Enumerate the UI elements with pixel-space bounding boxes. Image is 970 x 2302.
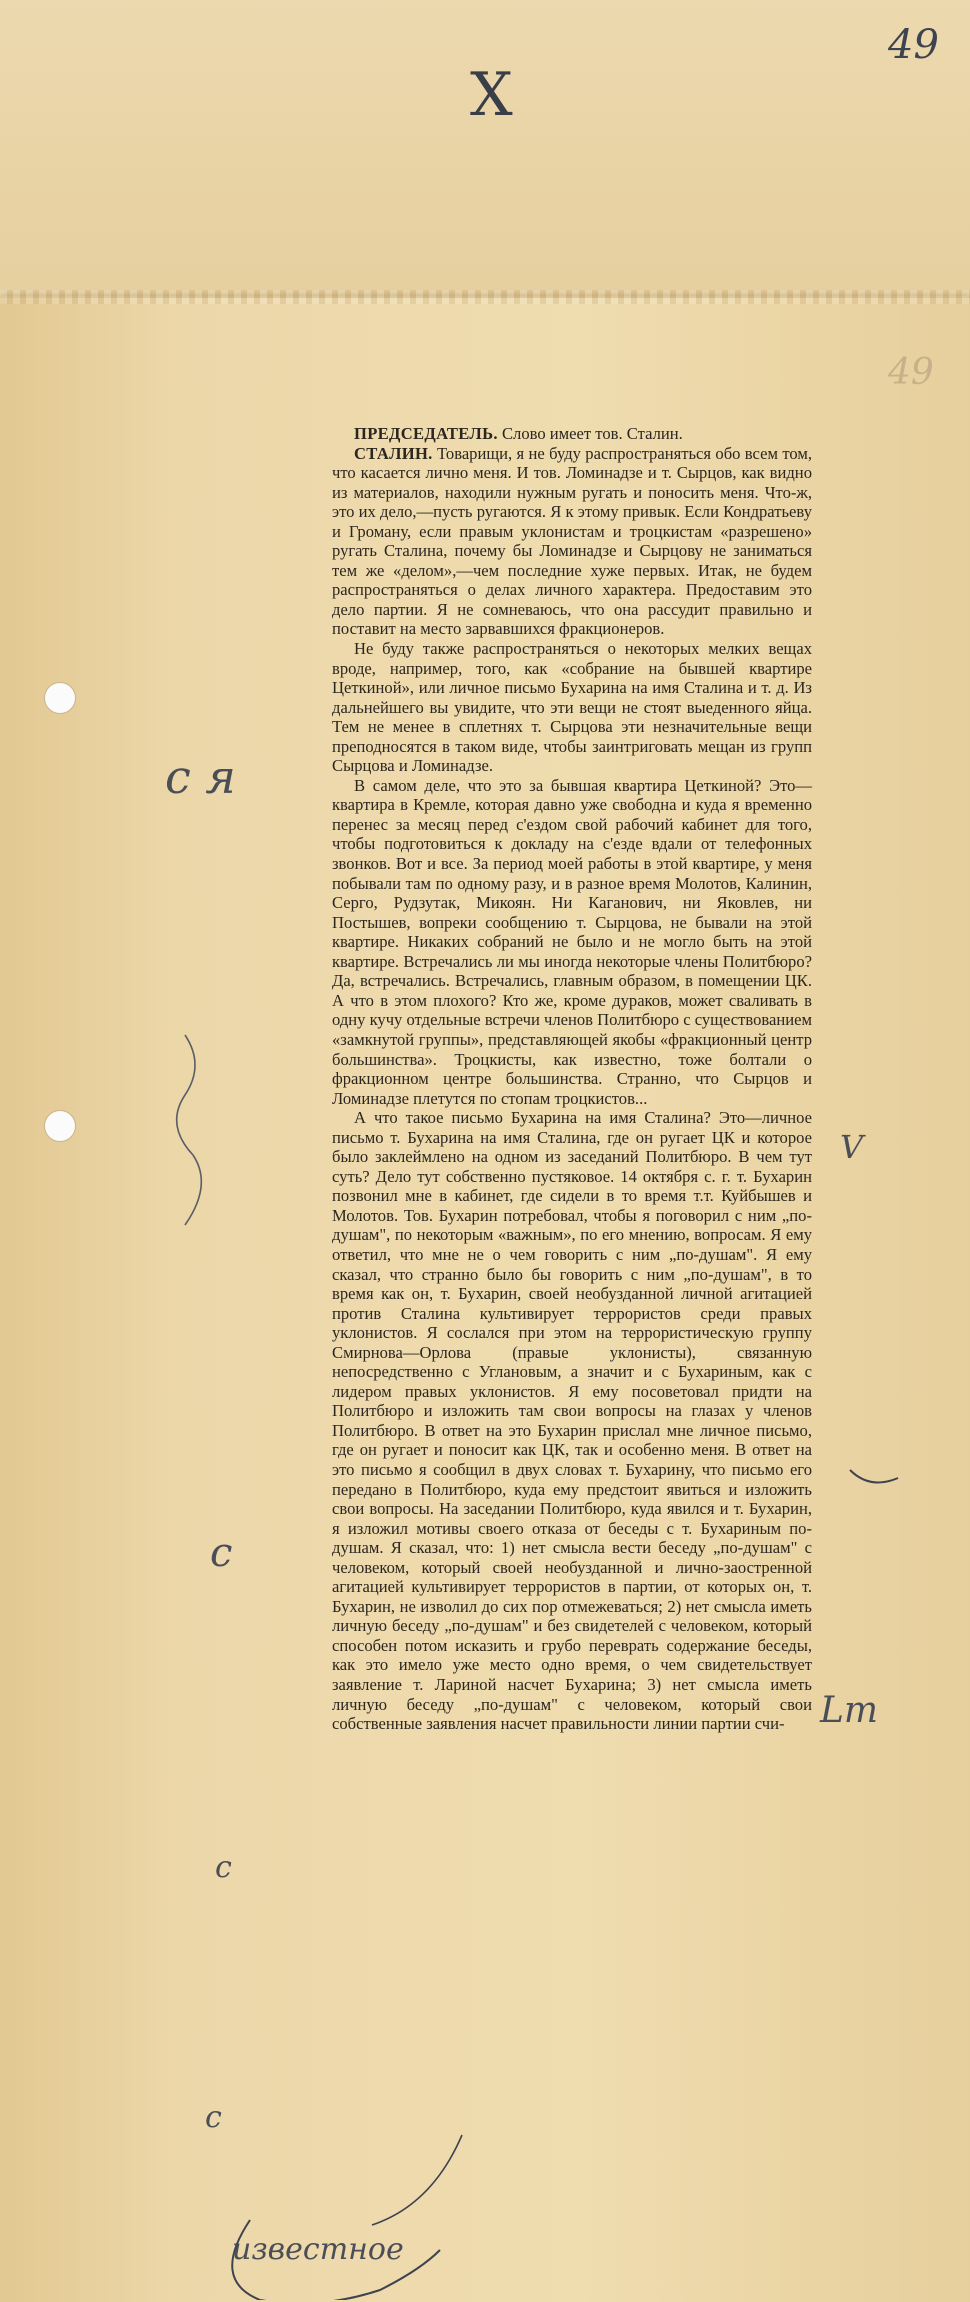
- chairman-line: Слово имеет тов. Сталин.: [501, 424, 683, 443]
- paragraph-1: Товарищи, я не буду распространяться обо всем том, что касается лично меня. И тов. Ломинадзе и т. Сырцов, как видно из материалов, находили нужным ругать и поносить меня. Что-ж, это их дело,—пусть ругаются. Я к этому привык. Если Кондратьеву и Громану, если правым уклонистам и троцкистам «разрешено» ругать Сталина, почему бы Ломинадзе и Сырцову не заниматься тем же «делом»,—чем последние хуже первых. Итак, не будем распространяться о делах личного характера. Предоставим это дело партии. Я не сомневаюсь, что она рассудит правильно и поставит на место зарвавшихся фракционеров.: [332, 443, 812, 639]
- margin-note-right-1: V: [840, 1128, 864, 1166]
- speaker-stalin: СТАЛИН.: [354, 443, 433, 463]
- top-mark: X: [470, 60, 513, 130]
- document-text: [332, 424, 812, 1734]
- page-number-faded: 49: [888, 352, 934, 393]
- paragraph-3: В самом деле, что это за бывшая квартира Цеткиной? Это—квартира в Кремле, которая давно уже свободна и куда я временно перенес за месяц перед с'ездом свой рабочий кабинет для того, чтобы подготовиться к докладу на с'езде вдали от телефонных звонков. Вот и все. За период моей работы в этой квартире, у меня побывали там по одному разу, и в разное время Молотов, Калинин, Серго, Рудзутак, Микоян. Ни Каганович, ни Яковлев, ни Постышев, вопреки сообщению т. Сырцова, не бывали на этой квартире. Никаких собраний не было и не могло быть на этой квартире. Встречались ли мы иногда некоторые члены Политбюро? Да, встречались. Встречались, главным образом, в помещении ЦК. А что в этом плохого? Кто же, кроме дураков, может сваливать в одну кучу отдельные встречи членов Политбюро с существованием «замкнутой группы», представляющей якобы «фракционный центр большинства». Троцкисты, как известно, тоже болтали о фракционном центре большинства. Странно, что Сырцов и Ломинадзе плетутся по стопам троцкистов...: [332, 775, 812, 1108]
- bottom-slash-stroke: [372, 2135, 462, 2225]
- check-mark-right: [850, 1470, 898, 1483]
- speaker-chairman: ПРЕДСЕДАТЕЛЬ.: [354, 424, 498, 443]
- paragraph-4: А что такое письмо Бухарина на имя Сталина? Это—личное письмо т. Бухарина на имя Сталина, где он ругает ЦК и которое было заклеймлено на одном из заседаний Политбюро. В чем тут суть? Дело тут собственно пустяковое. 14 октября с. г. т. Бухарин позвонил мне в кабинет, где сидели в то время т.т. Куйбышев и Молотов. Тов. Бухарин потребовал, чтобы я поговорил с ним „по-душам", по некоторым «важным», по его мнению, вопросам. Я ему ответил, что мне не о чем говорить с ним „по-душам". Я ему сказал, что странно было бы говорить с ним „по-душам", в то время как он, т. Бухарин, своей необузданной личной агитацией против Сталина культивирует террористов среди правых уклонистов. Я сослался при этом на террористическую группу Смирнова—Орлова (правые уклонисты), связанную непосредственно с Углановым, а значит и с Бухариным, как с лидером правых уклонистов. Я ему посоветовал придти на Политбюро и изложить там свои вопросы на глазах у членов Политбюро. В ответ на это Бухарин прислал мне личное письмо, где он ругает и поносит как ЦК, так и особенно меня. В ответ на это письмо я сообщил в двух словах т. Бухарину, что письмо его передано в Политбюро, куда ему предстоит явиться и изложить свои вопросы. На заседании Политбюро, куда явился и т. Бухарин, я изложил мотивы своего отказа от беседы с т. Бухариным по-душам. Я сказал, что: 1) нет смысла вести беседу „по-душам" с человеком, который своей необузданной и лично-заостренной агитацией культивирует террористов в партии, от которых он, т. Бухарин, не изволил до сих пор отмежеваться; 2) нет смысла иметь личную беседу „по-душам" и без свидетелей с человеком, который способен потом исказить и грубо переврать содержание беседы, как это имело уже место одно время, о чем свидетельствует заявление т. Лариной насчет Бухарина; 3) нет смысла иметь личную беседу „по-душам" с человеком, который свои собственные заявления насчет правильности линии партии счи-: [332, 1108, 812, 1734]
- page-number: 49: [888, 22, 939, 68]
- margin-note-left-1: с я: [165, 750, 236, 804]
- margin-note-left-3: с: [215, 1850, 232, 1885]
- margin-note-bottom: известное: [232, 2232, 404, 2267]
- paragraph-2: Не буду также распространяться о некоторых мелких вещах вроде, например, того, как «собрание на бывшей квартире Цеткиной», или личное письмо Бухарина на имя Сталина и т. д. Из дальнейшего вы увидите, что эти вещи не стоят выеденного яйца. Тем не менее в сплетнях т. Сырцова эти незначительные вещи преподносятся в таком виде, чтобы заинтриговать мещан из групп Сырцова и Ломинадзе.: [332, 639, 812, 776]
- margin-note-left-4: с: [205, 2100, 222, 2135]
- margin-note-left-2: с: [210, 1530, 233, 1576]
- margin-note-right-2: Lm: [820, 1690, 879, 1731]
- bottom-underline-stroke: [232, 2220, 440, 2300]
- margin-bracket-left: [177, 1035, 202, 1225]
